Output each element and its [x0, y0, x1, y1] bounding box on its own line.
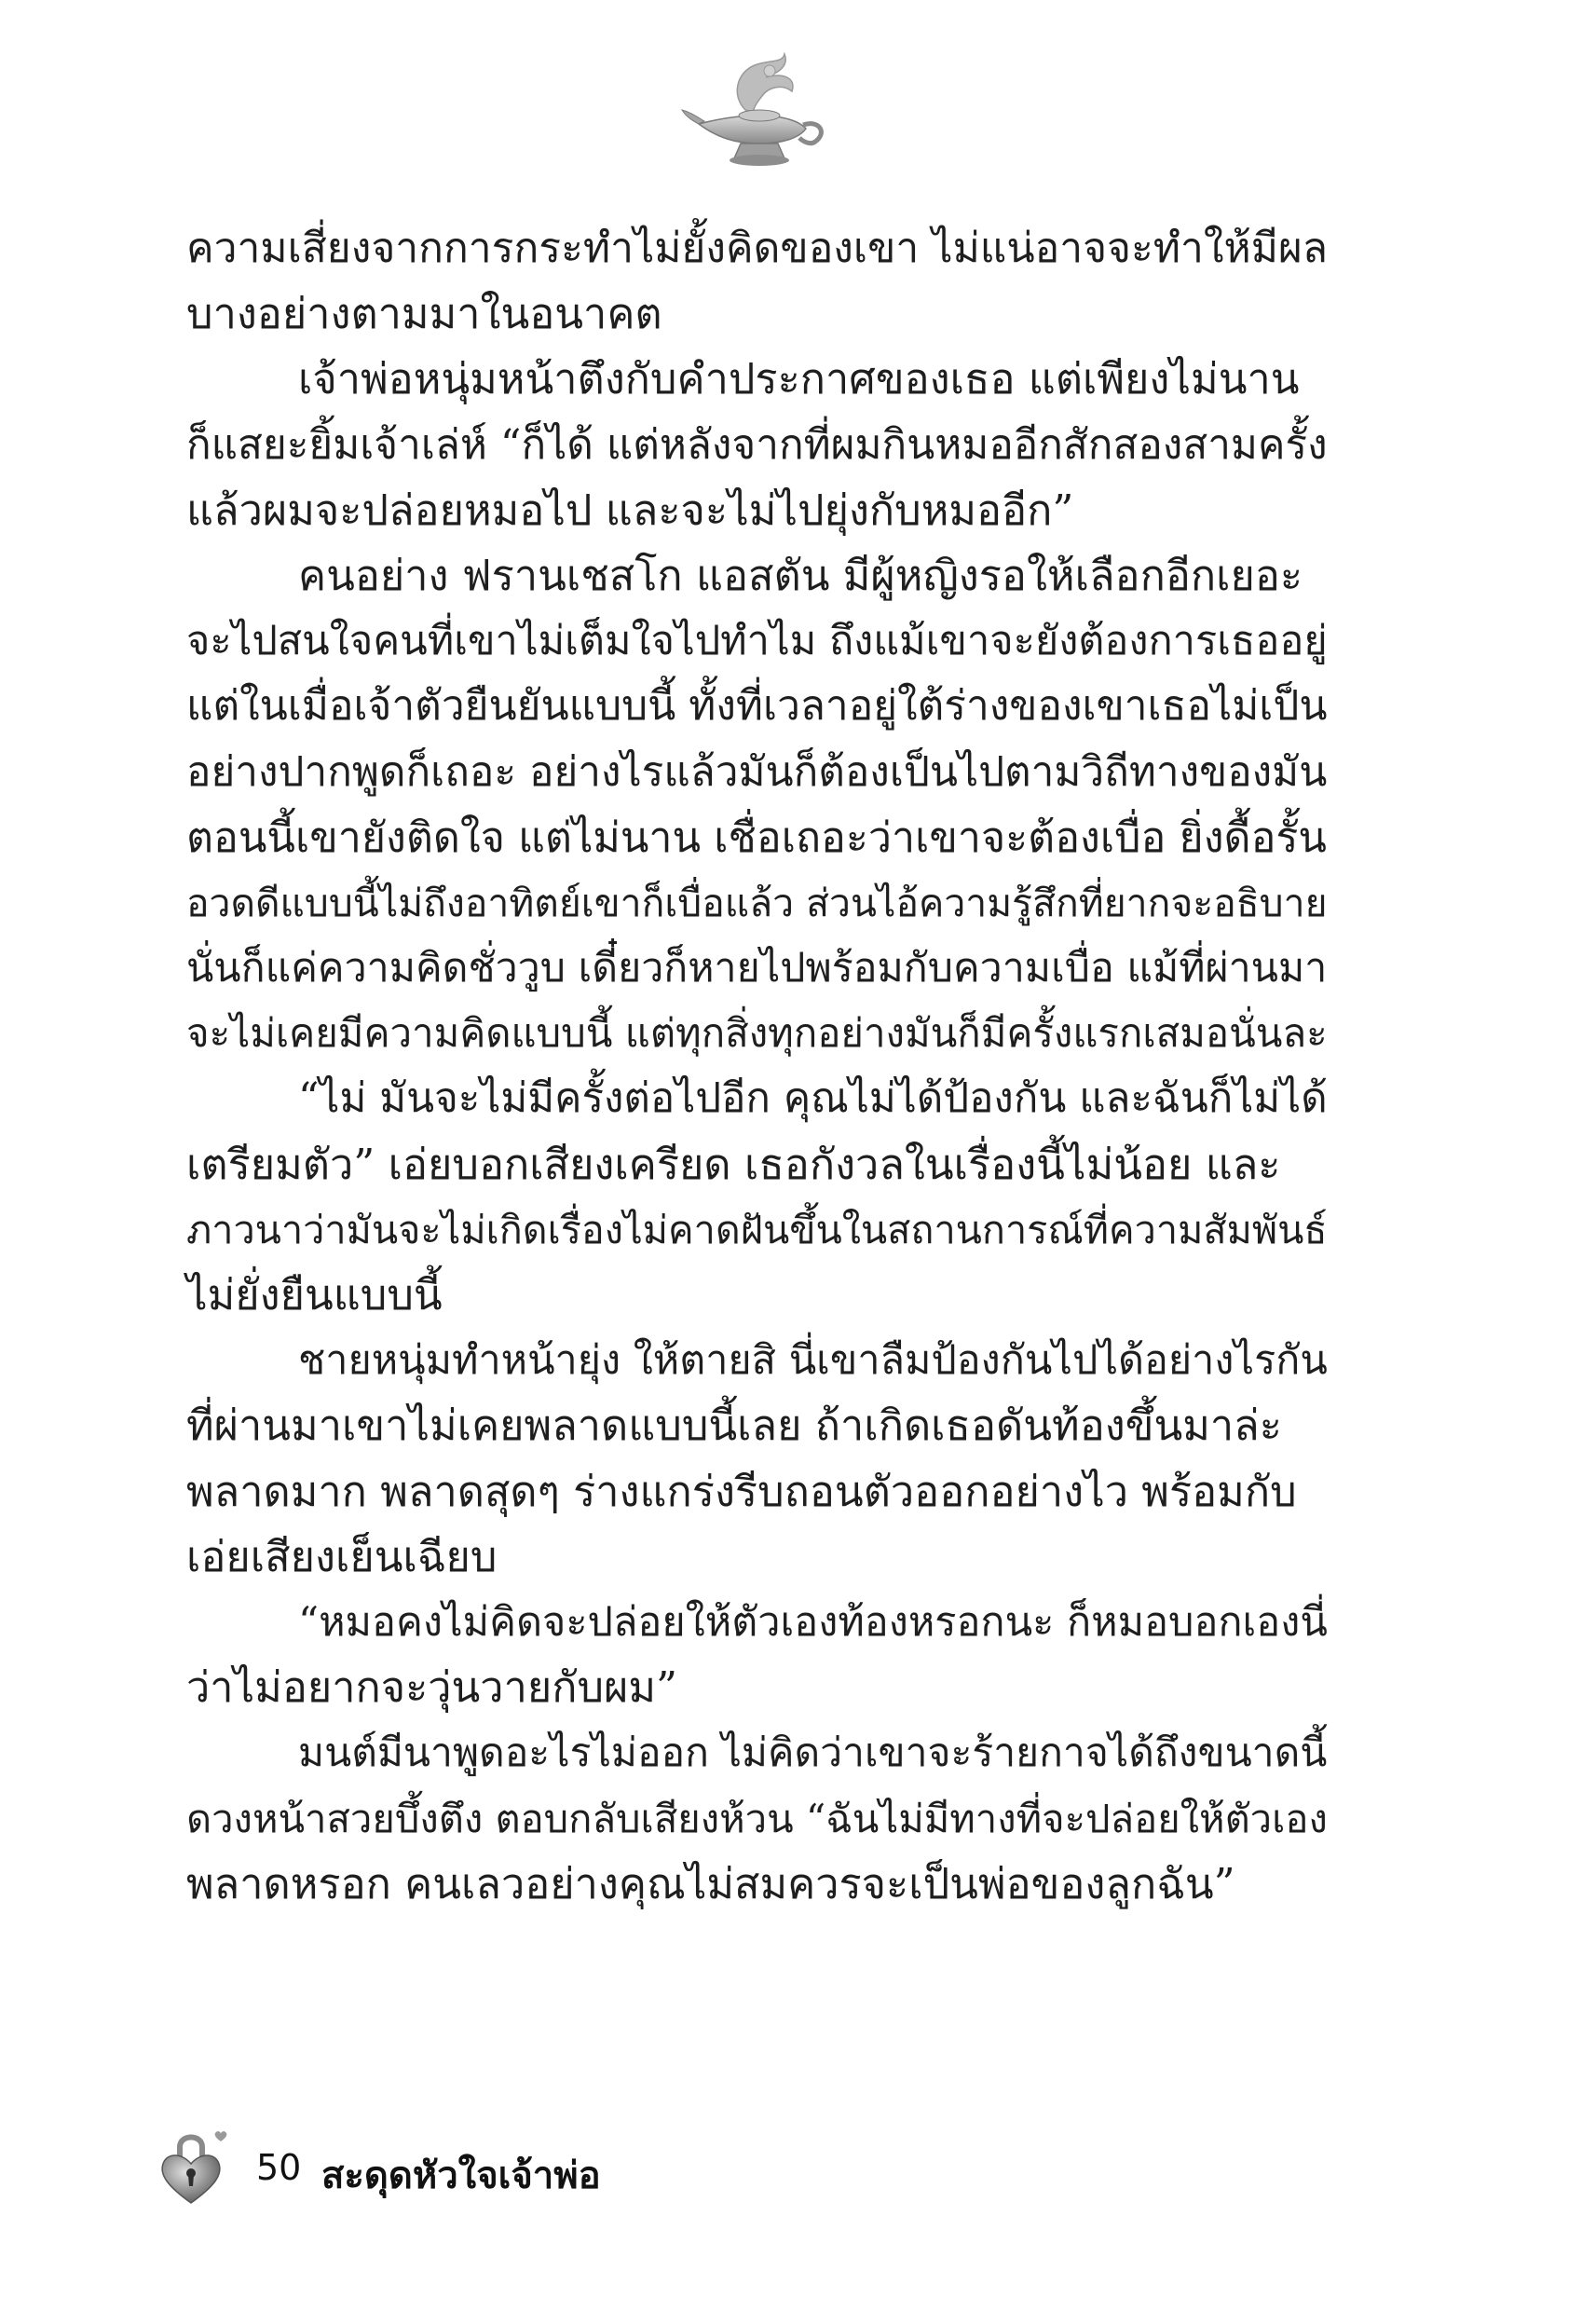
- text-line: ชายหนุ่มทำหน้ายุ่ง ให้ตายสิ นี่เขาลืมป้องกันไปได้อย่างไรกัน: [298, 1337, 1328, 1385]
- text-line: จะไปสนใจคนที่เขาไม่เต็มใจไปทำไม ถึงแม้เขาจะยังต้องการเธออยู่: [186, 618, 1328, 665]
- body-text: [186, 216, 1328, 1917]
- genie-lamp-icon: [680, 45, 829, 171]
- text-line: เจ้าพ่อหนุ่มหน้าตึงกับคำประกาศของเธอ แต่เพียงไม่นาน: [298, 354, 1300, 404]
- text-line: “ไม่ มันจะไม่มีครั้งต่อไปอีก คุณไม่ได้ป้องกัน และฉันก็ไม่ได้: [298, 1074, 1328, 1123]
- text-line: ไม่ยั่งยืนแบบนี้: [186, 1270, 443, 1320]
- page-number: 50: [256, 2147, 302, 2188]
- text-line: อวดดีแบบนี้ไม่ถึงอาทิตย์เขาก็เบื่อแล้ว ส่วนไอ้ความรู้สึกที่ยากจะอธิบาย: [186, 880, 1328, 925]
- text-line: ที่ผ่านมาเขาไม่เคยพลาดแบบนี้เลย ถ้าเกิดเธอดันท้องขึ้นมาล่ะ: [186, 1401, 1282, 1451]
- text-line: ตอนนี้เขายังติดใจ แต่ไม่นาน เชื่อเถอะว่าเขาจะต้องเบื่อ ยิ่งดื้อรั้น: [186, 813, 1327, 862]
- text-line: นั่นก็แค่ความคิดชั่ววูบ เดี๋ยวก็หายไปพร้อมกับความเบื่อ แม้ที่ผ่านมา: [186, 945, 1328, 992]
- text-line: อย่างปากพูดก็เถอะ อย่างไรแล้วมันก็ต้องเป็นไปตามวิถีทางของมัน: [186, 747, 1328, 796]
- page-footer: [154, 2125, 806, 2218]
- text-line: ก็แสยะยิ้มเจ้าเล่ห์ “ก็ได้ แต่หลังจากที่ผมกินหมออีกสักสองสามครั้ง: [186, 420, 1328, 469]
- text-line: ดวงหน้าสวยบึ้งตึง ตอบกลับเสียงห้วน “ฉันไม่มีทางที่จะปล่อยให้ตัวเอง: [186, 1795, 1328, 1841]
- text-line: แล้วผมจะปล่อยหมอไป และจะไม่ไปยุ่งกับหมออีก”: [186, 485, 1074, 535]
- text-line: คนอย่าง ฟรานเชสโก แอสตัน มีผู้หญิงรอให้เลือกอีกเยอะ: [298, 550, 1303, 600]
- text-line: จะไม่เคยมีความคิดแบบนี้ แต่ทุกสิ่งทุกอย่างมันก็มีครั้งแรกเสมอนั่นละ: [186, 1010, 1328, 1057]
- text-line: บางอย่างตามมาในอนาคต: [186, 289, 662, 339]
- text-line: มนต์มีนาพูดอะไรไม่ออก ไม่คิดว่าเขาจะร้ายกาจได้ถึงขนาดนี้: [298, 1730, 1328, 1777]
- text-line: พลาดหรอก คนเลวอย่างคุณไม่สมควรจะเป็นพ่อของลูกฉัน”: [186, 1858, 1235, 1908]
- text-line: พลาดมาก พลาดสุดๆ ร่างแกร่งรีบถอนตัวออกอย่างไว พร้อมกับ: [186, 1466, 1297, 1516]
- text-line: “หมอคงไม่คิดจะปล่อยให้ตัวเองท้องหรอกนะ ก็หมอบอกเองนี่: [298, 1598, 1328, 1646]
- text-line: เอ่ยเสียงเย็นเฉียบ: [186, 1531, 498, 1581]
- text-line: ความเสี่ยงจากการกระทำไม่ยั้งคิดของเขา ไม่แน่อาจจะทำให้มีผล: [186, 225, 1328, 272]
- text-line: เตรียมตัว” เอ่ยบอกเสียงเครียด เธอกังวลในเรื่องนี้ไม่น้อย และ: [186, 1139, 1281, 1189]
- text-line: แต่ในเมื่อเจ้าตัวยืนยันแบบนี้ ทั้งที่เวลาอยู่ใต้ร่างของเขาเธอไม่เป็น: [186, 682, 1328, 731]
- text-line: ว่าไม่อยากจะวุ่นวายกับผม”: [186, 1662, 678, 1713]
- heart-lock-icon: [154, 2125, 238, 2208]
- book-title: สะดุดหัวใจเจ้าพ่อ: [321, 2154, 601, 2197]
- text-line: ภาวนาว่ามันจะไม่เกิดเรื่องไม่คาดฝันขึ้นในสถานการณ์ที่ความสัมพันธ์: [186, 1207, 1328, 1252]
